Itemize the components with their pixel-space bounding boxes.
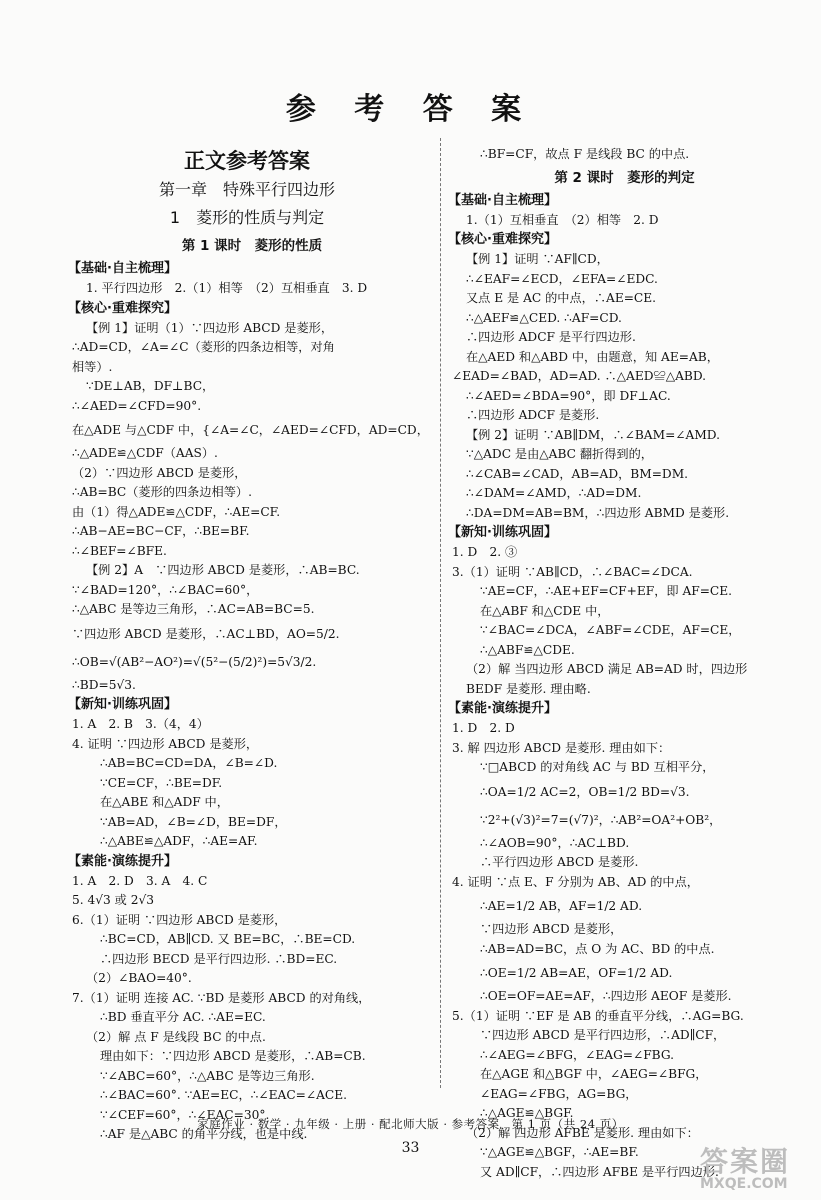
answer-line: ∴BC=CD，AB∥CD. 又 BE=BC，∴BE=CD. [100, 932, 356, 946]
answer-line: ∵四边形 ABCD 是菱形，∴AC⊥BD，AO=5/2. [72, 626, 340, 641]
answer-line: 【例 2】A ∵四边形 ABCD 是菱形，∴AB=BC. [86, 563, 360, 577]
answer-line: ∠EAD=∠BAD，AD=AD. ∴△AED≌△ABD. [452, 369, 707, 383]
answer-line: ∴AB=BC=CD=DA，∠B=∠D. [100, 756, 278, 770]
answer-line: ∴△ABC 是等边三角形，∴AC=AB=BC=5. [72, 602, 315, 616]
answer-line: ∴△ABE≌△ADF，∴AE=AF. [100, 834, 258, 848]
site-watermark [700, 1140, 815, 1195]
section-heading: 1 菱形的性质与判定 [169, 208, 325, 227]
left-column [68, 145, 432, 1145]
block-heading: 【新知·训练巩固】 [68, 697, 177, 712]
answer-line: 【例 2】证明 ∵AB∥DM，∴∠BAM=∠AMD. [466, 427, 721, 442]
answer-line: （2）∵四边形 ABCD 是菱形， [72, 465, 247, 480]
answer-line: 1. A 2. B 3.（4，4） [72, 717, 209, 731]
answer-line: ∴∠AEG=∠BFG，∠EAG=∠FBG. [480, 1047, 675, 1062]
answer-line: ∴BD=5√3. [72, 677, 136, 692]
answer-line: 【例 1】证明 ∵AF∥CD， [466, 252, 609, 266]
answer-line: ∵△AGE≌△BGF，∴AE=BF. [480, 1145, 639, 1159]
answer-line: 1. 平行四边形 2.（1）相等 （2）互相垂直 3. D [86, 281, 368, 295]
answer-line: ∴△ADE≌△CDF（AAS）. [72, 446, 218, 460]
page-number: 33 [401, 1140, 420, 1156]
lesson-heading: 第 2 课时 菱形的判定 [554, 169, 695, 186]
block-heading: 【基础·自主梳理】 [68, 261, 177, 276]
answer-line: ∴BD 垂直平分 AC. ∴AE=EC. [100, 1010, 266, 1024]
answer-line: 4. 证明 ∵四边形 ABCD 是菱形， [72, 736, 259, 751]
answer-line: ∴AE=1/2 AB，AF=1/2 AD. [480, 899, 643, 913]
answer-line: ∵□ABCD 的对角线 AC 与 BD 互相平分， [480, 760, 715, 774]
answer-line: ∴∠CAB=∠CAD，AB=AD，BM=DM. [466, 466, 689, 481]
answer-line: ∴∠AOB=90°，∴AC⊥BD. [480, 835, 630, 850]
answer-line: ∵△ADC 是由△ABC 翻折得到的， [466, 447, 653, 461]
answer-line: ∵AE=CF，∴AE+EF=CF+EF，即 AF=CE. [480, 584, 733, 598]
answer-line: ∴AF 是△ABC 的角平分线，也是中线. [100, 1127, 308, 1141]
answer-line: 在△AGE 和△BGF 中，∠AEG=∠BFG， [480, 1067, 708, 1081]
answer-line: （2）解 当四边形 ABCD 满足 AB=AD 时，四边形 [466, 662, 748, 676]
answer-line: ∴四边形 ADCF 是菱形. [466, 408, 600, 422]
column-divider [440, 138, 441, 1088]
answer-line: 【例 1】证明（1）∵四边形 ABCD 是菱形， [86, 320, 334, 335]
answer-line: ∴四边形 ADCF 是平行四边形. [466, 330, 636, 344]
answer-line: ∴BF=CF，故点 F 是线段 BC 的中点. [480, 147, 690, 161]
answer-line: 1.（1）互相垂直 （2）相等 2. D [466, 212, 659, 227]
answer-line: ∵2²+(√3)²=7=(√7)²，∴AB²=OA²+OB²， [480, 812, 722, 827]
answer-line: ∴OA=1/2 AC=2，OB=1/2 BD=√3. [480, 784, 690, 799]
answer-line: ∴∠DAM=∠AMD，∴AD=DM. [466, 486, 642, 500]
answer-line: ∴OE=1/2 AB=AE，OF=1/2 AD. [480, 966, 673, 980]
answer-line: 3.（1）证明 ∵AB∥CD，∴∠BAC=∠DCA. [452, 564, 693, 579]
answer-line: ∴∠BEF=∠BFE. [72, 543, 167, 558]
answer-line: 5. 4√3 或 2√3 [72, 893, 154, 907]
answer-line: ∵∠ABC=60°，∴△ABC 是等边三角形. [100, 1068, 315, 1083]
answer-line: ∴∠BAC=60°. ∵AE=EC，∴∠EAC=∠ACE. [100, 1088, 347, 1102]
answer-line: ∴AB−AE=BC−CF，∴BE=BF. [72, 524, 250, 538]
answer-line: ∴∠AED=∠BDA=90°，即 DF⊥AC. [466, 388, 671, 403]
answer-line: 在△ABE 和△ADF 中， [100, 795, 229, 809]
answer-line: ∵∠BAD=120°，∴∠BAC=60°， [72, 582, 259, 597]
answer-line: 在△ADE 与△CDF 中，{∠A=∠C，∠AED=∠CFD，AD=CD， [72, 423, 429, 437]
answer-line: ∴OB=√(AB²−AO²)=√(5²−(5/2)²)=5√3/2. [72, 654, 317, 669]
answer-line: ∴AB=BC（菱形的四条边相等）. [72, 485, 252, 499]
block-heading: 【新知·训练巩固】 [448, 525, 557, 540]
block-heading: 【基础·自主梳理】 [448, 192, 557, 208]
answer-line: 1. D 2. ③ [452, 545, 518, 559]
answer-line: ∵四边形 ABCD 是平行四边形，∴AD∥CF， [480, 1028, 726, 1042]
answer-line: （2）解 四边形 AFBE 是菱形. 理由如下： [466, 1125, 699, 1140]
answer-line: 5.（1）证明 ∵EF 是 AB 的垂直平分线，∴AG=BG. [452, 1008, 744, 1023]
answer-line: ∵DE⊥AB，DF⊥BC， [86, 379, 215, 393]
answer-line: ∴△ABF≌△CDE. [480, 642, 575, 657]
answer-line: ∴DA=DM=AB=BM，∴四边形 ABMD 是菱形. [466, 505, 730, 520]
answer-line: ∵∠CEF=60°，∴∠EAC=30°. [100, 1107, 270, 1122]
answer-line: ∴△AEF≌△CED. ∴AF=CD. [466, 310, 622, 325]
answer-line: ∴平行四边形 ABCD 是菱形. [480, 855, 639, 869]
block-heading: 【核心·重难探究】 [68, 300, 177, 316]
answer-line: 4. 证明 ∵点 E、F 分别为 AB、AD 的中点， [452, 874, 699, 889]
answer-line: （2）∠BAO=40°. [86, 971, 192, 985]
answer-line: ∵AB=AD，∠B=∠D，BE=DF， [100, 814, 287, 829]
answer-line: 6.（1）证明 ∵四边形 ABCD 是菱形， [72, 912, 287, 927]
answer-line: ∵四边形 ABCD 是菱形， [480, 922, 623, 936]
answer-line: 理由如下：∵四边形 ABCD 是菱形，∴AB=CB. [100, 1049, 366, 1063]
answer-line: ∴AD=CD，∠A=∠C（菱形的四条边相等，对角 [72, 340, 335, 354]
answer-line: ∴△AGE≌△BGF. [480, 1106, 574, 1120]
watermark-url: MXQE.COM [700, 1176, 788, 1192]
block-heading: 【素能·演练提升】 [448, 701, 557, 716]
answer-line: 又点 E 是 AC 的中点，∴AE=CE. [466, 291, 657, 305]
answer-line: 相等）. [72, 359, 113, 374]
answer-line: 在△AED 和△ABD 中，由题意，知 AE=AB， [466, 349, 719, 364]
answer-line: ∵CE=CF，∴BE=DF. [100, 775, 223, 790]
answer-line: 7.（1）证明 连接 AC. ∵BD 是菱形 ABCD 的对角线， [72, 990, 371, 1005]
answer-line: （2）解 点 F 是线段 BC 的中点. [86, 1029, 266, 1044]
page-title: 参 考 答 案 [285, 92, 536, 127]
watermark-text: 答案圈 [700, 1145, 791, 1178]
answer-line: ∴∠AED=∠CFD=90°. [72, 398, 202, 413]
page-footer: 家庭作业 · 数学 · 九年级 · 上册 · 配北师大版 · 参考答案 第 1 页（共 24 页） [197, 1117, 624, 1131]
right-column [448, 145, 797, 1182]
answer-line: 在△ABF 和△CDE 中， [480, 603, 610, 618]
part-heading: 正文参考答案 [184, 149, 310, 173]
answer-line: ∴∠EAF=∠ECD，∠EFA=∠EDC. [466, 271, 658, 286]
answer-line: 1. A 2. D 3. A 4. C [72, 873, 208, 888]
answer-line: ∠EAG=∠FBG，AG=BG， [480, 1086, 638, 1101]
block-heading: 【核心·重难探究】 [448, 232, 557, 247]
answer-line: ∴四边形 BECD 是平行四边形. ∴BD=EC. [100, 951, 338, 966]
lesson-heading: 第 1 课时 菱形的性质 [181, 238, 323, 254]
answer-line: BEDF 是菱形. 理由略. [466, 681, 591, 696]
answer-line: 又 AD∥CF，∴四边形 AFBE 是平行四边形. [480, 1164, 719, 1179]
answer-line: 1. D 2. D [452, 721, 515, 735]
block-heading: 【素能·演练提升】 [68, 853, 177, 869]
answer-line: ∴AB=AD=BC，点 O 为 AC、BD 的中点. [480, 941, 715, 956]
answer-line: 3. 解 四边形 ABCD 是菱形. 理由如下： [452, 740, 671, 755]
chapter-heading: 第一章 特殊平行四边形 [158, 180, 335, 199]
answer-line: 由（1）得△ADE≌△CDF，∴AE=CF. [72, 504, 281, 519]
answer-line: ∵∠BAC=∠DCA，∠ABF=∠CDE，AF=CE， [480, 623, 741, 637]
answer-line: ∴OE=OF=AE=AF，∴四边形 AEOF 是菱形. [480, 989, 732, 1003]
